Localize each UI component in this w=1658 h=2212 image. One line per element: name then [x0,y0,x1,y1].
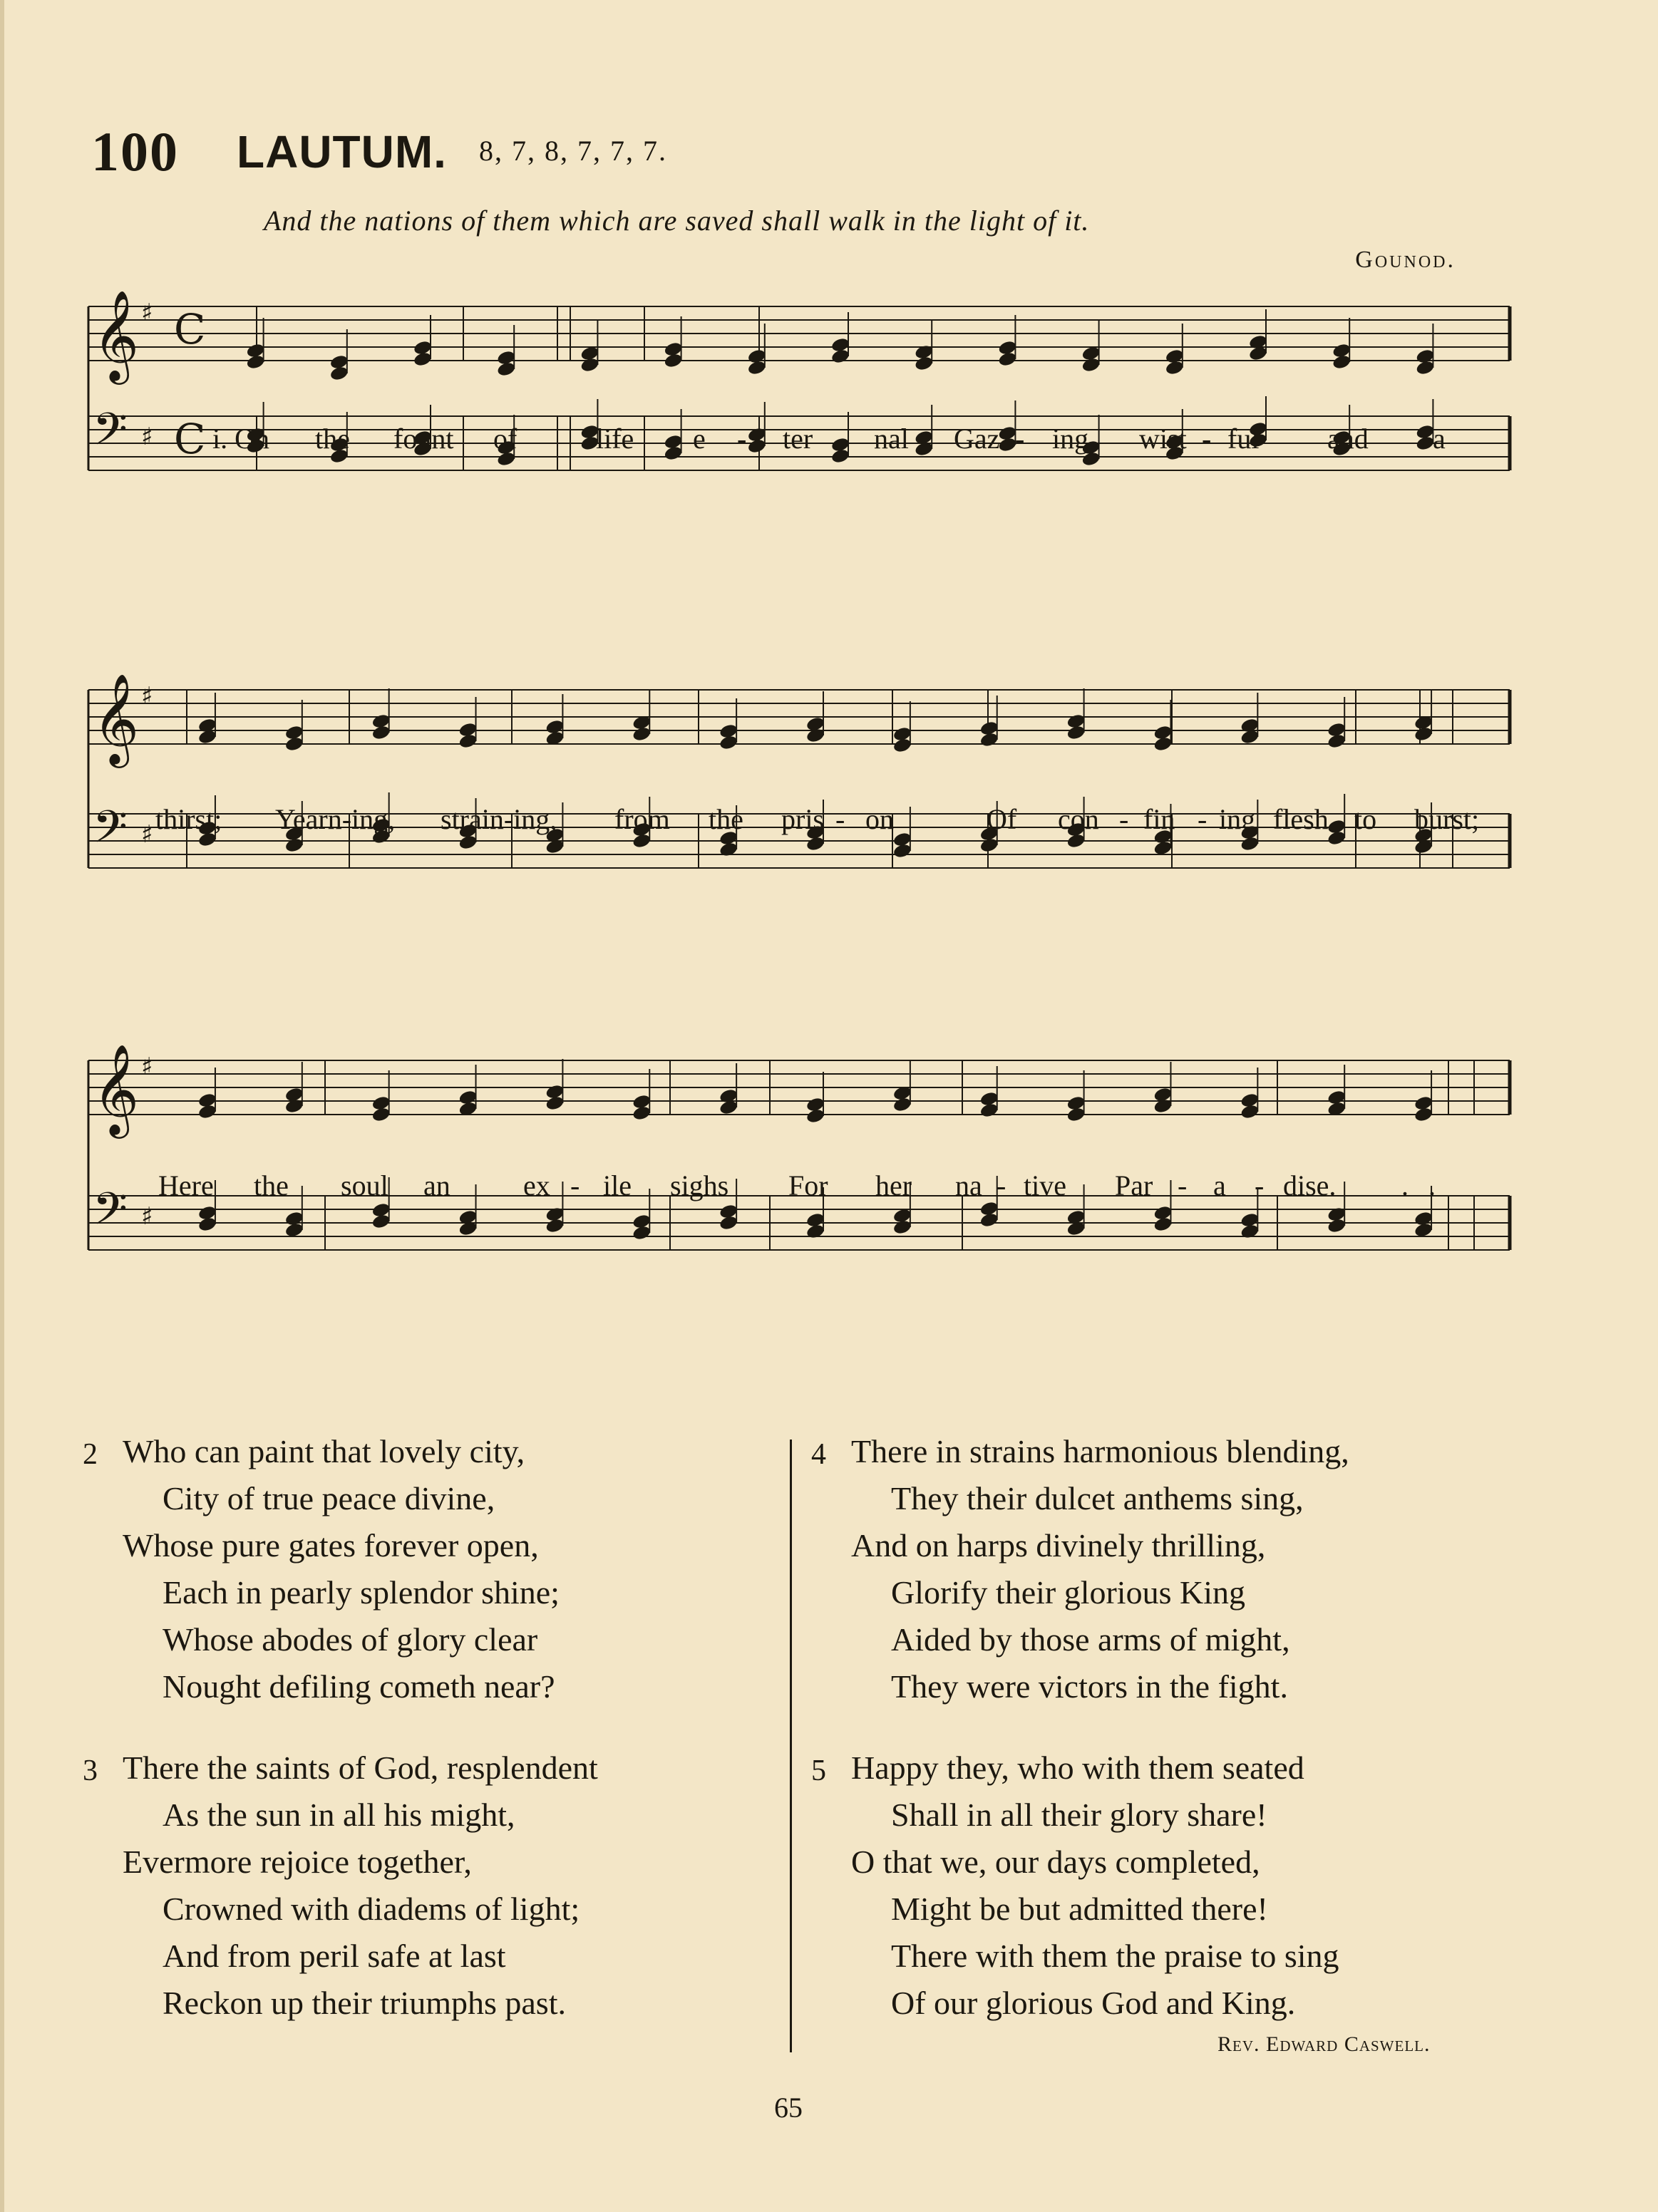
lyric-word: - [1198,803,1208,835]
lyric-word: a [1213,1169,1226,1201]
note-head [892,737,912,753]
verse-line: There with them the praise to sing [891,1938,1339,1974]
note-head [545,1217,565,1234]
lyric-word: on [865,803,894,835]
lyric-word: - [1119,803,1129,835]
key-signature-sharp-icon: ♯ [141,423,153,451]
lyric-word: a [1433,423,1446,455]
lyric-word: Of [987,803,1017,835]
note-head [632,725,652,742]
lyric-word: tive [1024,1169,1066,1201]
lyric-word: na [955,1169,982,1201]
lyric-word: - [737,423,747,455]
note-head [719,734,738,750]
note-head [805,835,825,852]
note-head [580,356,599,373]
hymn-number: 100 [91,120,179,182]
lyric-word: - [997,1169,1006,1201]
verse-line: Reckon up their triumphs past. [163,1985,566,2021]
lyric-word: and [1327,423,1369,455]
verse-4 [811,1428,1349,1710]
note-head [1327,830,1347,846]
verse-number: 4 [811,1438,826,1471]
verse-line: Each in pearly splendor shine; [163,1574,560,1611]
composer: Gounod. [1355,247,1456,273]
lyric-word: ing [1052,423,1089,455]
verse-line: As the sun in all his might, [163,1797,515,1833]
lyric-word: Par [1115,1169,1153,1201]
note-head [1327,1217,1347,1234]
treble-clef-icon: 𝄞 [93,291,140,381]
lyric-word: ing [1219,803,1256,835]
bass-clef-icon: 𝄢 [93,800,128,864]
note-head [1240,1223,1260,1239]
verse-line: O that we, our days completed, [851,1844,1260,1880]
lyric-word: - [1255,1169,1265,1201]
lyric-word: wist [1139,423,1187,455]
lyric-word: - [570,1169,580,1201]
page-edge [0,0,4,2212]
lyric-word: thirst; [155,803,222,835]
note-head [1240,1103,1260,1120]
bass-clef-icon: 𝄢 [93,1182,128,1246]
note-head [892,842,912,859]
grand-staff-3 [78,1040,1518,1382]
lyric-word: from [614,803,670,835]
note-head [1153,735,1173,752]
lyric-word: sighs [670,1169,729,1201]
meter: 8, 7, 8, 7, 7, 7. [479,135,667,167]
note-head [1153,1097,1173,1114]
note-head [979,1102,999,1118]
key-signature-sharp-icon: ♯ [141,1053,153,1081]
lyric-word: fount [393,423,454,455]
lyric-word: - [1202,423,1212,455]
lyric-word: strain-ing, [441,803,557,835]
note-head [545,1095,565,1111]
time-signature-icon: C [174,415,206,463]
verse-line: And on harps divinely thrilling, [851,1527,1266,1564]
verse-line: Aided by those arms of might, [891,1621,1290,1658]
note-head [496,361,516,377]
time-signature-icon: C [174,305,206,353]
lyric-word: flesh [1273,803,1329,835]
lyric-word: Here [158,1169,214,1201]
note-head [413,351,433,367]
note-head [246,353,266,370]
verse-line: Of our glorious God and King. [891,1985,1296,2021]
note-head [979,731,999,748]
note-head [371,724,391,740]
tune-name: LAUTUM. [237,126,447,177]
verse-line: Who can paint that lovely city, [123,1433,525,1469]
lyric-word: ful [1227,423,1260,455]
lyric-word: dise. [1283,1169,1337,1201]
lyric-word: life [596,423,634,455]
note-head [747,438,767,454]
note-head [830,348,850,364]
note-head [979,1211,999,1228]
lyric-word: fin [1143,803,1175,835]
verse-line: Nought defiling cometh near? [163,1668,555,1705]
lyric-word: Yearn-ing, [275,803,396,835]
note-head [284,1097,304,1114]
lyric-word: - [1015,423,1025,455]
note-head [1327,733,1347,749]
key-signature-sharp-icon: ♯ [141,1202,153,1231]
lyric-word: - [837,423,847,455]
lyric-word: pris [781,803,824,835]
verse-2 [83,1428,560,1710]
note-head [719,1214,738,1231]
lyric-word: an [423,1169,450,1201]
lyric-word: the [709,803,743,835]
note-head [1414,1106,1433,1122]
note-head [805,1223,825,1239]
lyric-word: . [1401,1169,1409,1201]
verse-line: Whose pure gates forever open, [123,1527,539,1564]
lyric-word: nal [874,423,909,455]
note-head [979,837,999,853]
lyric-word: e [693,423,706,455]
note-head [284,735,304,752]
note-head [1153,1216,1173,1232]
verse-3 [83,1745,598,2027]
note-head [632,1224,652,1241]
verse-number: 5 [811,1754,826,1787]
note-head [892,1219,912,1235]
music-system-3 [78,1040,1518,1382]
note-head [1066,1106,1086,1122]
lyric-word: - [1178,1169,1188,1201]
note-head [458,733,478,749]
column-divider [790,1440,792,2052]
lyric-word: i. On [212,423,269,455]
verse-line: And from peril safe at last [163,1938,506,1974]
treble-clef-icon: 𝄞 [93,673,140,764]
note-head [664,352,684,368]
epigraph: And the nations of them which are saved shall walk in the light of it. [264,205,1090,237]
note-head [329,365,349,381]
verse-line: There in strains harmonious blending, [851,1433,1349,1469]
note-head [371,1213,391,1229]
note-head [1240,835,1260,852]
verse-line: Whose abodes of glory clear [163,1621,538,1658]
key-signature-sharp-icon: ♯ [141,820,153,849]
lyric-word: - [835,803,845,835]
lyric-word: ter [783,423,813,455]
lyric-word: her [875,1169,912,1201]
bass-clef-icon: 𝄢 [93,403,128,466]
lyric-word: soul [341,1169,388,1201]
lyric-word: For [788,1169,828,1201]
lyric-word: ile [603,1169,632,1201]
treble-clef-icon: 𝄞 [93,1043,140,1135]
lyric-word: Gaz [954,423,1000,455]
verse-line: Glorify their glorious King [891,1574,1245,1611]
verse-line: There the saints of God, resplendent [123,1750,598,1786]
verse-line: They their dulcet anthems sing, [891,1480,1304,1516]
lyric-word: ex [523,1169,550,1201]
note-head [892,1096,912,1112]
note-head [1414,725,1433,742]
note-head [197,1103,217,1120]
key-signature-sharp-icon: ♯ [141,682,153,710]
lyric-word: the [315,423,350,455]
lyric-word: to [1354,803,1377,835]
page-number: 65 [774,2092,803,2124]
verse-line: Happy they, who with them seated [851,1750,1304,1786]
verse-line: Might be but admitted there! [891,1891,1268,1927]
verse-line: They were victors in the fight. [891,1668,1288,1705]
note-head [1165,359,1185,376]
note-head [805,1107,825,1124]
note-head [632,1105,652,1121]
note-head [914,355,934,371]
hymn-author: Rev. Edward Caswell. [1217,2032,1431,2056]
note-head [284,837,304,853]
verse-line: Crowned with diadems of light; [163,1891,580,1927]
verse-number: 2 [83,1438,98,1471]
note-head [1415,359,1435,376]
note-head [805,727,825,743]
note-head [458,834,478,850]
note-head [997,351,1017,367]
note-head [719,841,738,857]
note-head [664,445,684,461]
lyric-word: the [254,1169,289,1201]
note-head [1332,353,1351,370]
note-head [747,359,767,376]
lyric-word: of [493,423,518,455]
verse-line: City of true peace divine, [163,1480,495,1516]
lyric-word: . [1428,1169,1436,1201]
lyric-word: burst; [1414,803,1480,835]
verse-number: 3 [83,1754,98,1787]
verse-5 [811,1745,1339,2027]
verse-line: Shall in all their glory share! [891,1797,1267,1833]
note-head [1066,724,1086,740]
note-head [1081,356,1101,373]
lyric-word: con [1058,803,1099,835]
note-head [371,1106,391,1122]
note-head [197,1216,217,1232]
verse-line: Evermore rejoice together, [123,1844,472,1880]
key-signature-sharp-icon: ♯ [141,299,153,327]
